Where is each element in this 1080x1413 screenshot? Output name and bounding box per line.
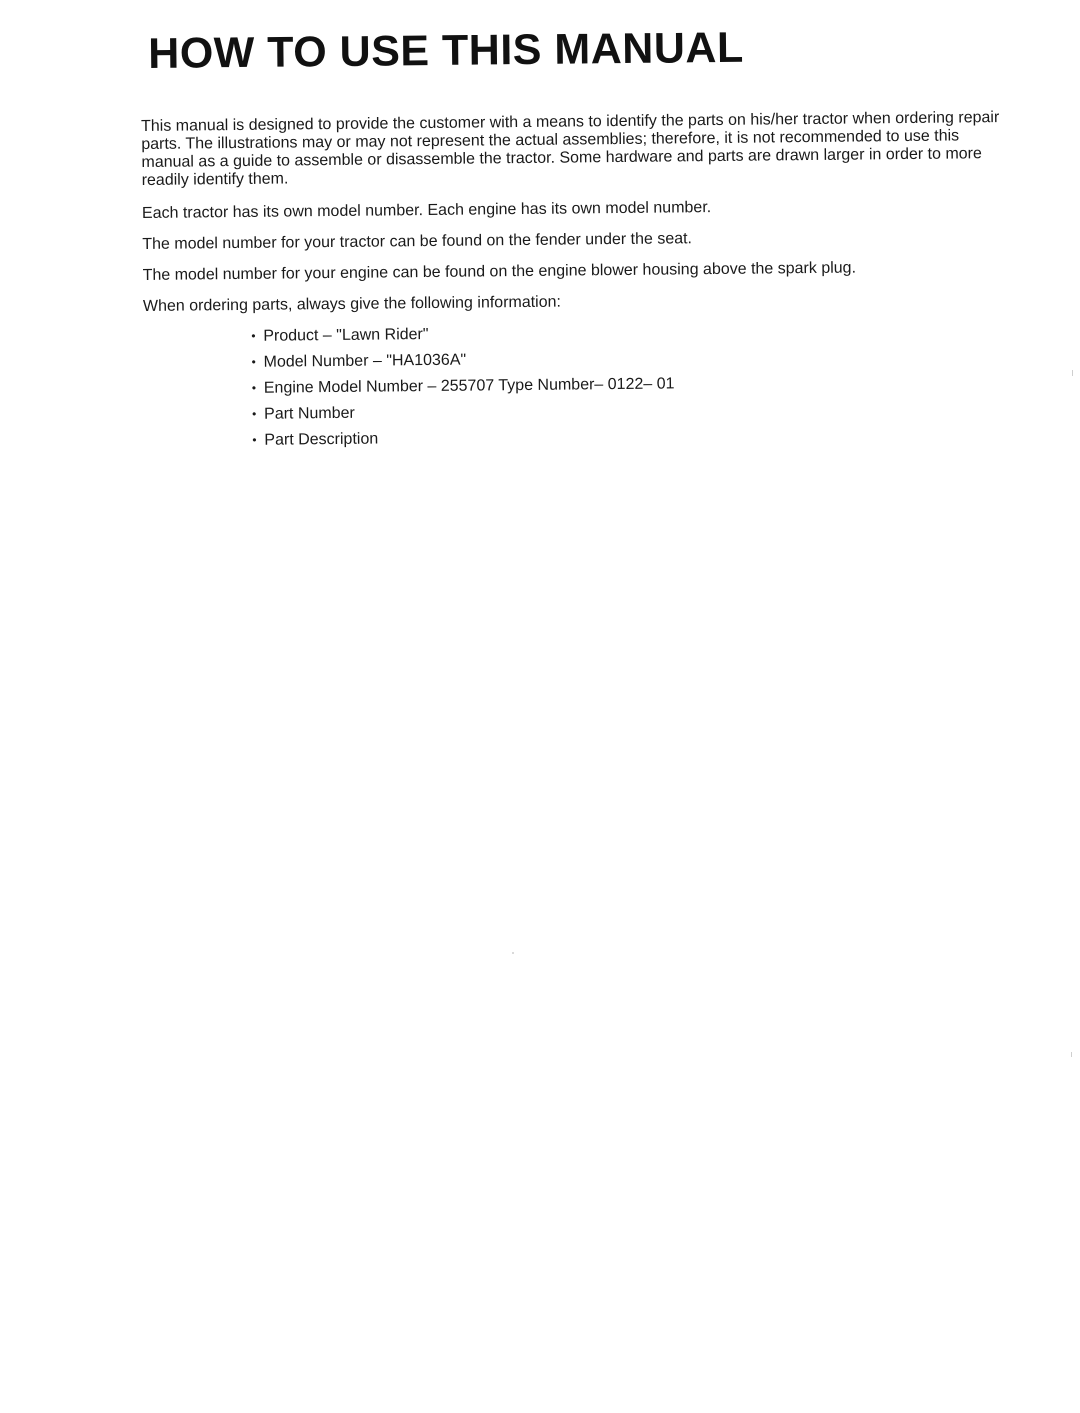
ordering-info-paragraph: When ordering parts, always give the following information: — [142, 293, 562, 315]
list-item-text: Part Number — [264, 404, 355, 423]
body-text — [141, 109, 1015, 458]
list-item — [252, 423, 1014, 450]
list-item-text: Model Number – "HA1036A" — [263, 351, 467, 371]
bullet-icon: • — [252, 432, 257, 447]
engine-model-location-paragraph: The model number for your engine can be found on the engine blower housing above the spark plug. — [142, 259, 857, 284]
page-title: HOW TO USE THIS MANUAL — [148, 23, 744, 78]
bullet-icon: • — [251, 380, 257, 395]
bullet-icon: • — [252, 406, 257, 421]
list-item — [251, 345, 1013, 372]
list-item-text: Engine Model Number – 255707 Type Number– 0122– 01 — [263, 375, 675, 397]
list-item — [252, 371, 1014, 398]
list-item — [251, 319, 1013, 346]
list-item — [252, 397, 1014, 424]
scan-speck — [1072, 370, 1073, 376]
ordering-info-list — [143, 319, 1014, 451]
list-item-text: Part Description — [264, 430, 379, 449]
bullet-icon: • — [251, 328, 256, 343]
intro-paragraph: This manual is designed to provide the customer with a means to identify the parts on his/her tractor when ordering repair parts. The illustrations may or may not represent the actual assemblies; therefore, it is not recommended to use this manual as a guide to assemble or disassemble the tractor. Some hardware and parts are drawn larger in order to more readily identify them. — [141, 109, 1000, 189]
model-number-paragraph: Each tractor has its own model number. Each engine has its own model number. — [141, 199, 712, 222]
list-item-text: Product – "Lawn Rider" — [263, 326, 429, 345]
scan-speck — [1071, 1052, 1072, 1057]
scan-speck — [512, 952, 514, 954]
bullet-icon: • — [251, 354, 256, 369]
tractor-model-location-paragraph: The model number for your tractor can be found on the fender under the seat. — [142, 230, 693, 253]
